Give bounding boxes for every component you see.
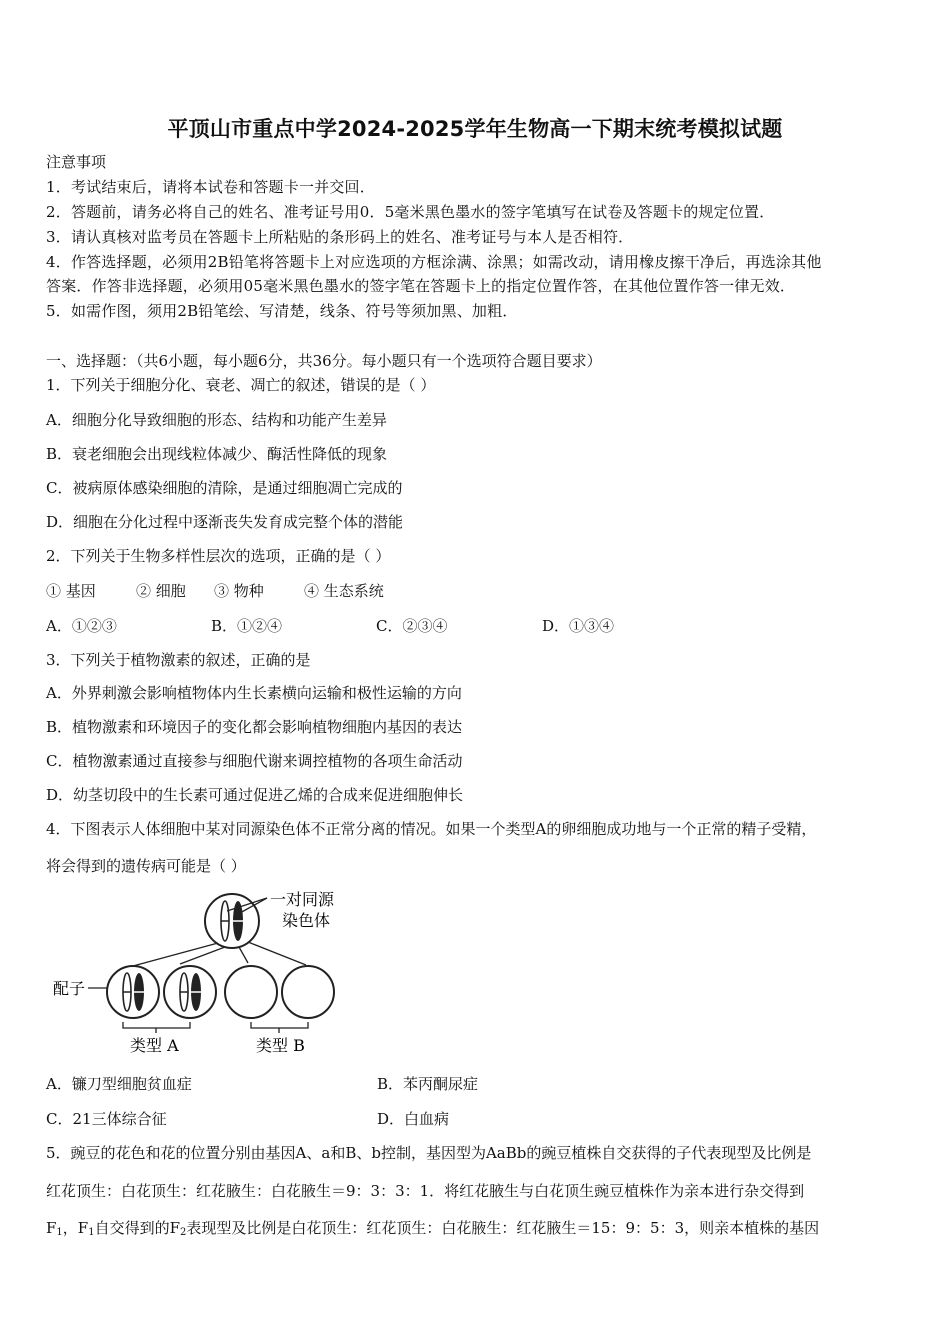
notice-item-4: 4．作答选择题，必须用2B铅笔将答题卡上对应选项的方框涂满、涂黑；如需改动，请用橡皮擦干净后，再选涂其他 [46,253,822,271]
q2-option-d: D．①③④ [542,617,615,635]
q2-item-ecosystem: ④ 生态系统 [304,582,384,600]
notice-item-5: 5．如需作图，须用2B铅笔绘、写清楚，线条、符号等须加黑、加粗． [46,302,518,320]
q2-options [46,616,666,636]
q2-item-gene: ① 基因 [46,582,96,600]
q5-line3: $F_1$，$F_1$自交得到的$F_2$表现型及比例是白花顶生：红花顶生：白花腋生：红花腋生＝15：9：5：3，则亲本植株的基因 [46,1219,820,1238]
q2-item-species: ③ 物种 [214,582,264,600]
q4-option-a: A．镰刀型细胞贫血症 [46,1075,192,1093]
label-type-a: 类型 A [130,1036,179,1055]
q2-option-c: C．②③④ [376,617,448,635]
notice-item-3: 3．请认真核对监考员在答题卡上所粘贴的条形码上的姓名、准考证号与本人是否相符． [46,228,634,246]
label-type-b: 类型 B [256,1036,305,1055]
q3-option-d: D．幼茎切段中的生长素可通过促进乙烯的合成来促进细胞伸长 [46,786,464,804]
q2-stem: 2．下列关于生物多样性层次的选项，正确的是（ ） [46,547,391,565]
q4-stem-line2: 将会得到的遗传病可能是（ ） [46,857,246,875]
label-homologous-2: 染色体 [282,911,331,930]
q5-line2: 红花顶生：白花顶生：红花腋生：白花腋生＝9：3：3：1．将红花腋生与白花顶生豌豆植株作为亲本进行杂交得到 [46,1182,805,1200]
label-homologous-1: 一对同源 [270,890,335,909]
q4-option-d: D．白血病 [377,1110,450,1128]
notice-item-2: 2．答题前，请务必将自己的姓名、准考证号用0．5毫米黑色墨水的签字笔填写在试卷及答题卡的规定位置． [46,203,775,221]
q4-option-c: C．21三体综合征 [46,1110,167,1128]
q1-option-b: B．衰老细胞会出现线粒体减少、酶活性降低的现象 [46,445,388,463]
q3-option-c: C．植物激素通过直接参与细胞代谢来调控植物的各项生命活动 [46,752,463,770]
q3-option-b: B．植物激素和环境因子的变化都会影响植物细胞内基因的表达 [46,718,463,736]
q2-option-b: B．①②④ [211,617,283,635]
q2-option-a: A．①②③ [46,617,117,635]
notice-item-4-cont: 答案．作答非选择题，必须用05毫米黑色墨水的签字笔在答题卡上的指定位置作答，在其他位置作答一律无效． [46,277,796,295]
q4-option-b: B．苯丙酮尿症 [377,1075,479,1093]
q1-option-d: D．细胞在分化过程中逐渐丧失发育成完整个体的潜能 [46,513,404,531]
page-title: 平顶山市重点中学2024-2025学年生物高一下期末统考模拟试题 [167,117,783,141]
label-gamete: 配子 [53,979,86,998]
q2-item-cell: ② 细胞 [136,582,186,600]
q5-line1: 5．豌豆的花色和花的位置分别由基因A、a和B、b控制，基因型为AaBb的豌豆植株自交获得的子代表现型及比例是 [46,1144,812,1162]
chromosome-figure [48,883,358,1062]
q1-option-c: C．被病原体感染细胞的清除，是通过细胞凋亡完成的 [46,479,403,497]
q3-stem: 3．下列关于植物激素的叙述，正确的是 [46,651,311,669]
q1-stem: 1．下列关于细胞分化、衰老、凋亡的叙述，错误的是（ ） [46,376,436,394]
q2-items [46,581,446,601]
q4-stem-line1: 4．下图表示人体细胞中某对同源染色体不正常分离的情况。如果一个类型A的卵细胞成功地与一个正常的精子受精， [46,820,817,838]
q1-option-a: A．细胞分化导致细胞的形态、结构和功能产生差异 [46,411,387,429]
notice-item-1: 1．考试结束后，请将本试卷和答题卡一并交回． [46,178,375,196]
q3-option-a: A．外界刺激会影响植物体内生长素横向运输和极性运输的方向 [46,684,462,702]
notice-heading: 注意事项 [46,153,107,171]
section-heading: 一、选择题：（共6小题，每小题6分，共36分。每小题只有一个选项符合题目要求） [46,352,602,370]
